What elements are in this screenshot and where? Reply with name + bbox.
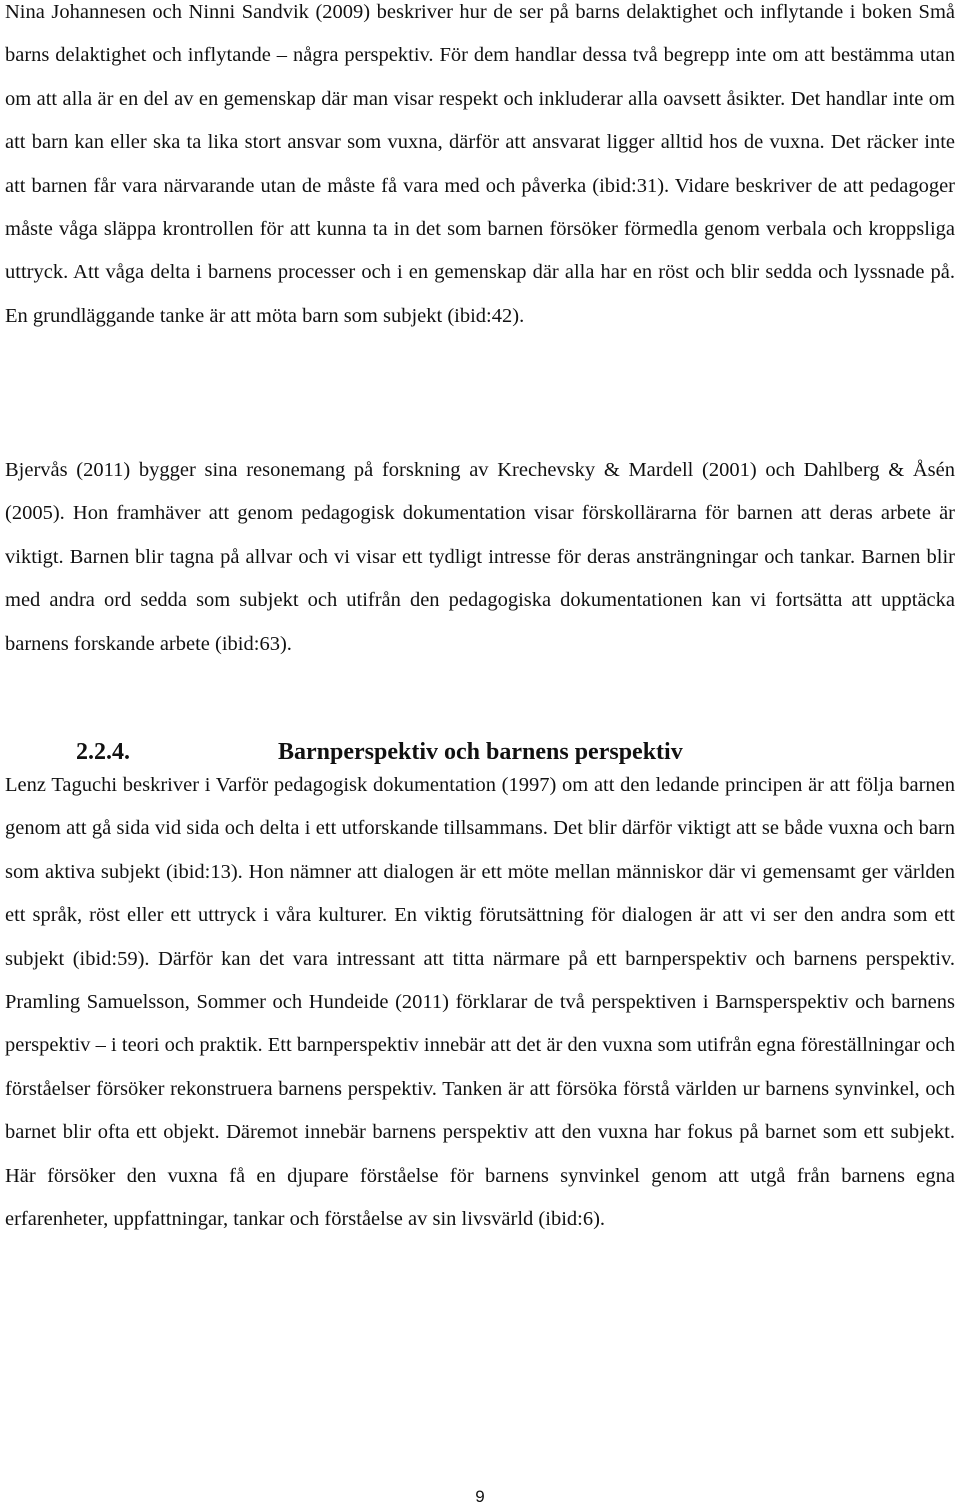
paragraph-delaktighet: Nina Johannesen och Ninni Sandvik (2009) beskriver hur de ser på barns delaktighet och inflytande i boken Små barns delaktighet och inflytande – några perspektiv. För dem handlar dessa två begrepp inte om att bestämma utan om att alla är en del av en gemenskap där man visar respekt och inkluderar alla oavsett åsikter. Det handlar inte om att barn kan eller ska ta lika stort ansvar som vuxna, därför att ansvarat ligger alltid hos de vuxna. Det räcker inte att barnen får vara närvarande utan de måste få vara med och påverka (ibid:31). Vidare beskriver de att pedagoger måste våga släppa krontrollen för att kunna ta in det som barnen försöker förmedla genom verbala och kroppsliga uttryck. Att våga delta i barnens processer och i en gemenskap där alla har en röst och blir sedda och lyssnade på. En grundläggande tanke är att möta barn som subjekt (ibid:42). <box>5 1 955 327</box>
paragraph-bjervas: Bjervås (2011) bygger sina resonemang på forskning av Krechevsky & Mardell (2001) och Dahlberg & Åsén (2005). Hon framhäver att genom pedagogisk dokumentation visar förskollärarna för barnen att deras arbete är viktigt. Barnen blir tagna på allvar och vi visar ett tydligt intresse för deras ansträngningar och tankar. Barnen blir med andra ord sedda som subjekt och utifrån den pedagogiska dokumentationen kan vi fortsätta att upptäcka barnens forskande arbete (ibid:63). <box>5 459 955 655</box>
section-number: 2.2.4. <box>76 739 130 765</box>
paragraph-barnperspektiv: Lenz Taguchi beskriver i Varför pedagogisk dokumentation (1997) om att den ledande principen är att följa barnen genom att gå sida vid sida och delta i ett utforskande tillsammans. Det blir därför viktigt att se både vuxna och barn som aktiva subjekt (ibid:13). Hon nämner att dialogen är ett möte mellan människor där vi gemensamt ger världen ett språk, röst eller ett uttryck i våra kulturer. En viktig förutsättning för dialogen är att vi ser den andra som ett subjekt (ibid:59). Därför kan det vara intressant att titta närmare på ett barnperspektiv och barnens perspektiv. Pramling Samuelsson, Sommer och Hundeide (2011) förklarar de två perspektiven i Barnsperspektiv och barnens perspektiv – i teori och praktik. Ett barnperspektiv innebär att det är den vuxna som utifrån egna föreställningar och förståelser försöker rekonstruera barnens perspektiv. Tanken är att försöka förstå världen ur barnens synvinkel, och barnet blir ofta ett objekt. Däremot innebär barnens perspektiv att den vuxna har fokus på barnet som ett subjekt. Här försöker den vuxna få en djupare förståelse för barnens synvinkel genom att utgå från barnens egna erfarenheter, uppfattningar, tankar och förståelse av sin livsvärld (ibid:6). <box>5 774 955 1231</box>
page-number: 9 <box>475 1487 485 1506</box>
section-title: Barnperspektiv och barnens perspektiv <box>278 739 683 765</box>
